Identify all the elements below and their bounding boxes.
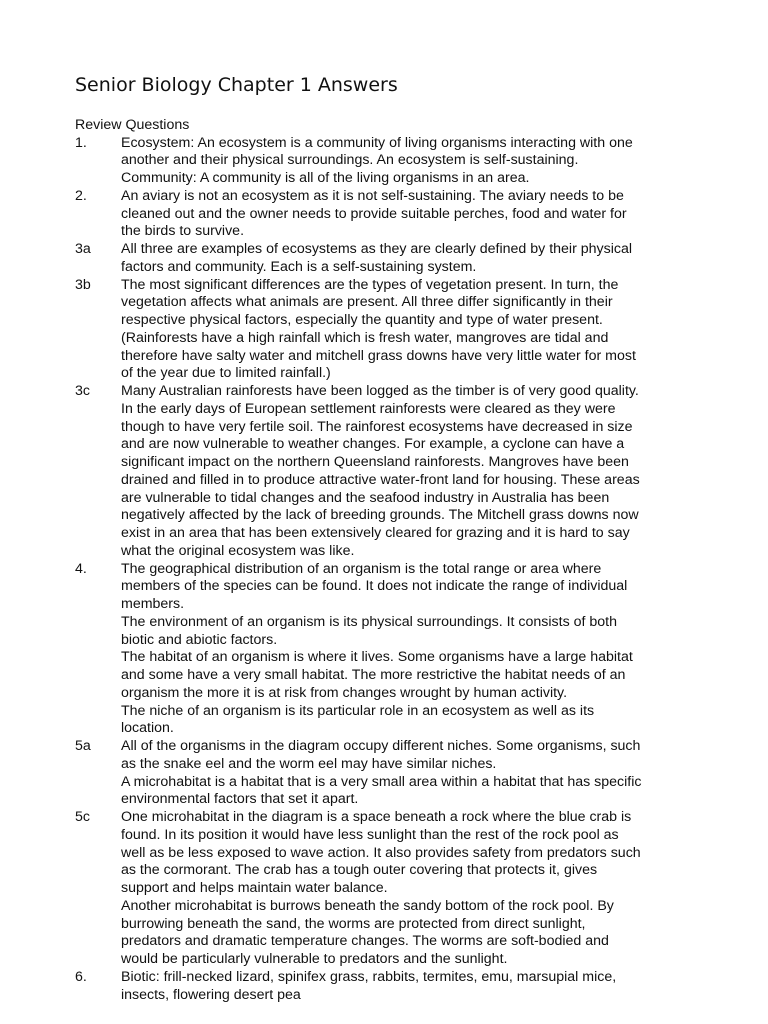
item-answer [121, 809, 695, 969]
answers-list [75, 135, 695, 1005]
answer-line: members of the species can be found. It does not indicate the range of individual [121, 578, 628, 595]
item-number: 3b [75, 276, 91, 293]
item-number: 2. [75, 187, 87, 204]
answer-line: factors and community. Each is a self-sustaining system. [121, 258, 477, 275]
list-item [75, 969, 695, 1005]
list-item [75, 188, 695, 241]
answer-line: predators and dramatic temperature changes. The worms are soft-bodied and [121, 933, 609, 950]
list-item [75, 809, 695, 969]
answer-line: Community: A community is all of the living organisms in an area. [121, 170, 530, 186]
item-answer [121, 188, 695, 241]
item-answer [121, 969, 695, 1005]
item-number: 1. [75, 134, 87, 151]
item-number: 3c [75, 383, 90, 399]
answer-line: Many Australian rainforests have been logged as the timber is of very good quality. [121, 383, 639, 399]
list-item [75, 241, 695, 277]
answer-line: One microhabitat in the diagram is a space beneath a rock where the blue crab is [121, 809, 632, 825]
item-number: 5c [75, 809, 90, 825]
item-answer [121, 383, 695, 561]
answer-line: The most significant differences are the types of vegetation present. In turn, the [121, 276, 619, 293]
list-item [75, 135, 695, 188]
item-number: 5a [75, 738, 91, 754]
item-number: 3a [75, 241, 91, 257]
answer-line: significant impact on the northern Queensland rainforests. Mangroves have been [121, 454, 629, 470]
list-item [75, 277, 695, 384]
item-answer [121, 241, 695, 277]
answer-line: Another microhabitat is burrows beneath the sandy bottom of the rock pool. By [121, 897, 614, 914]
answer-line: cleaned out and the owner needs to provide suitable perches, food and water for [121, 205, 627, 222]
answer-line: (Rainforests have a high rainfall which is fresh water, mangroves are tidal and [121, 329, 609, 346]
answer-line: environmental factors that set it apart. [121, 791, 359, 808]
answer-line: support and helps maintain water balance. [121, 880, 388, 896]
list-item [75, 383, 695, 561]
answer-line: therefore have salty water and mitchell grass downs have very little water for most [121, 347, 636, 364]
answer-line: An aviary is not an ecosystem as it is not self-sustaining. The aviary needs to be [121, 187, 624, 204]
answer-line: another and their physical surroundings. An ecosystem is self-sustaining. [121, 152, 579, 169]
answer-line: found. In its position it would have less sunlight than the rest of the rock pool as [121, 826, 619, 843]
answer-line: burrowing beneath the sand, the worms are protected from direct sunlight, [121, 915, 586, 932]
item-number: 6. [75, 968, 87, 985]
answer-line: exist in an area that has been extensively cleared for grazing and it is hard to say [121, 525, 630, 541]
answer-line: The geographical distribution of an organism is the total range or area where [121, 560, 602, 577]
item-answer [121, 561, 695, 739]
answer-line: would be particularly vulnerable to predators and the sunlight. [121, 951, 508, 967]
answer-line: organism the more it is at risk from changes wrought by human activity. [121, 684, 568, 701]
answer-line: Ecosystem: An ecosystem is a community of living organisms interacting with one [121, 134, 633, 151]
answer-line: as the snake eel and the worm eel may have similar niches. [121, 755, 497, 772]
item-number: 4. [75, 560, 87, 577]
answer-line: All three are examples of ecosystems as they are clearly defined by their physical [121, 241, 632, 257]
answer-line: A microhabitat is a habitat that is a very small area within a habitat that has specific [121, 773, 642, 790]
answer-line: are vulnerable to tidal changes and the seafood industry in Australia has been [121, 489, 610, 506]
list-item [75, 561, 695, 739]
answer-line: drained and filled in to produce attractive water-front land for housing. These areas [121, 471, 640, 488]
item-answer [121, 277, 695, 384]
list-item [75, 738, 695, 809]
answer-line: The environment of an organism is its physical surroundings. It consists of both [121, 613, 618, 630]
answer-line: insects, flowering desert pea [121, 986, 301, 1003]
answer-line: what the original ecosystem was like. [121, 542, 355, 559]
answer-line: members. [121, 596, 185, 612]
answer-line: The niche of an organism is its particular role in an ecosystem as well as its [121, 702, 595, 719]
answer-line: biotic and abiotic factors. [121, 631, 278, 648]
answer-line: All of the organisms in the diagram occupy different niches. Some organisms, such [121, 738, 641, 754]
answer-line: and some have a very small habitat. The more restrictive the habitat needs of an [121, 667, 626, 683]
answer-line: and are now vulnerable to weather changes. For example, a cyclone can have a [121, 436, 625, 453]
answer-line: the birds to survive. [121, 223, 245, 240]
answer-line: of the year due to limited rainfall.) [121, 365, 331, 382]
answer-line: vegetation affects what animals are present. All three differ significantly in their [121, 294, 613, 311]
answer-line: as the cormorant. The crab has a tough outer covering that protects it, gives [121, 862, 598, 879]
answer-line: In the early days of European settlement rainforests were cleared as they were [121, 400, 616, 417]
section-heading: Review Questions [75, 117, 190, 133]
item-answer [121, 135, 695, 188]
answer-line: Biotic: frill-necked lizard, spinifex grass, rabbits, termites, emu, marsupial mice, [121, 968, 617, 985]
item-answer [121, 738, 695, 809]
answer-line: negatively affected by the lack of breeding grounds. The Mitchell grass downs now [121, 507, 639, 524]
page-title: Senior Biology Chapter 1 Answers [75, 74, 398, 96]
answer-line: The habitat of an organism is where it lives. Some organisms have a large habitat [121, 649, 633, 666]
answer-line: though to have very fertile soil. The rainforest ecosystems have decreased in size [121, 418, 633, 435]
answer-line: location. [121, 720, 174, 737]
answer-line: well as be less exposed to wave action. It also provides safety from predators such [121, 844, 641, 861]
answer-line: respective physical factors, especially the quantity and type of water present. [121, 312, 603, 328]
